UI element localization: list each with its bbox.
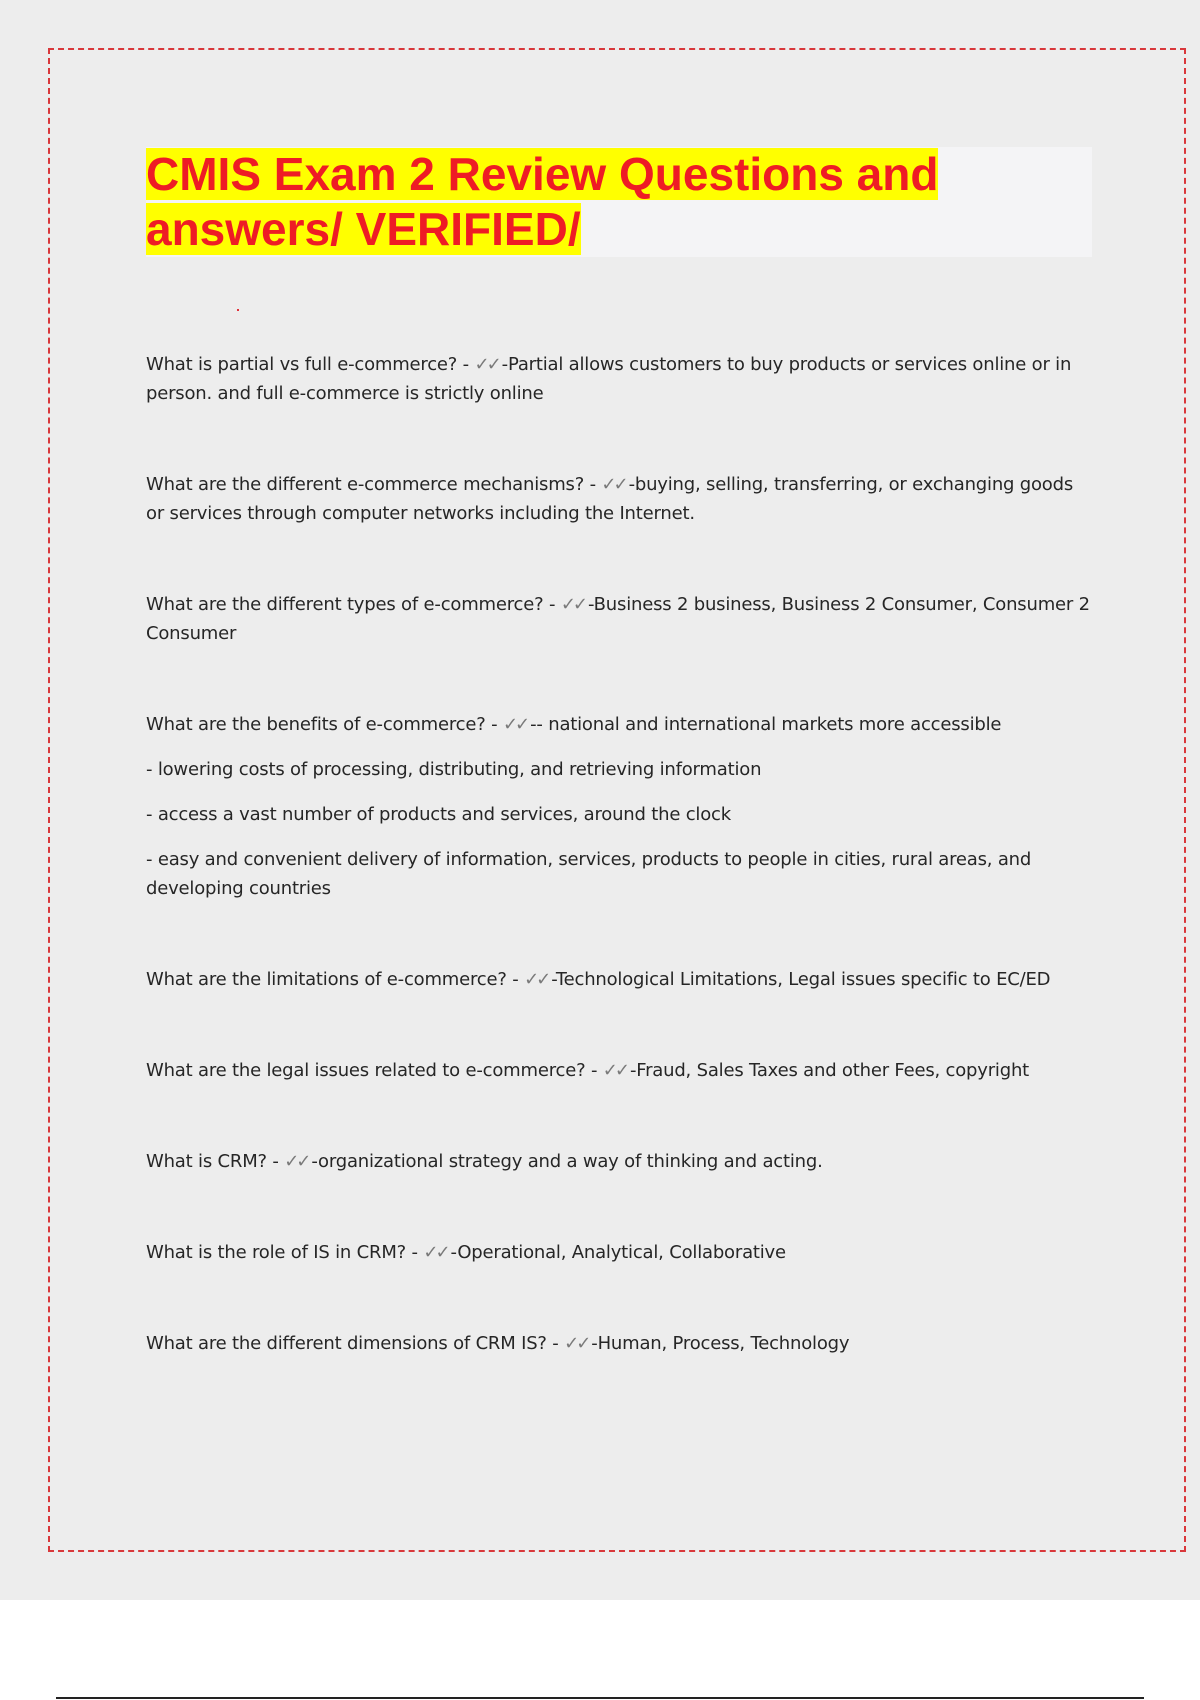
answer-text: -Human, Process, Technology <box>591 1333 850 1354</box>
answer-text: -organizational strategy and a way of thinking and acting. <box>311 1151 823 1172</box>
answer-text: -Operational, Analytical, Collaborative <box>450 1242 786 1263</box>
answer-text: -buying, selling, transferring, or exchanging goods or services through computer networks including the Internet. <box>146 474 1074 524</box>
answer-text: -Technological Limitations, Legal issues specific to EC/ED <box>551 969 1051 990</box>
question-text: What are the limitations of e-commerce? - <box>146 969 525 990</box>
document-title <box>146 147 1092 257</box>
qa-question-line <box>146 350 1096 408</box>
qa-question-line <box>146 1147 1096 1176</box>
double-check-icon: ✓✓ <box>602 1060 627 1081</box>
qa-question-line <box>146 965 1096 994</box>
qa-question-line <box>146 1238 1096 1267</box>
double-check-icon: ✓✓ <box>560 594 585 615</box>
question-text: What are the different e-commerce mechanisms? - <box>146 474 602 495</box>
question-text: What are the different dimensions of CRM IS? - <box>146 1333 565 1354</box>
question-text: What is CRM? - <box>146 1151 285 1172</box>
title-line-2: answers/ VERIFIED/ <box>146 203 581 255</box>
qa-question-line <box>146 1056 1096 1085</box>
title-block <box>146 147 1092 257</box>
qa-question-line <box>146 1329 1096 1358</box>
qa-item <box>146 710 1096 903</box>
double-check-icon: ✓✓ <box>564 1333 589 1354</box>
qa-item <box>146 1147 1096 1176</box>
qa-answer-line <box>146 800 1096 829</box>
question-text: What is the role of IS in CRM? - <box>146 1242 424 1263</box>
question-text: What are the benefits of e-commerce? - <box>146 714 503 735</box>
double-check-icon: ✓✓ <box>502 714 528 735</box>
qa-item <box>146 1238 1096 1267</box>
answer-text: -- national and international markets more accessible <box>530 714 1002 735</box>
double-check-icon: ✓✓ <box>474 354 499 375</box>
qa-answer-line <box>146 755 1096 784</box>
question-text: What are the different types of e-commerce? - <box>146 594 561 615</box>
qa-item <box>146 965 1096 994</box>
answer-text: -Partial allows customers to buy products or services online or in person. and full e-commerce is strictly online <box>146 354 1072 404</box>
qa-item <box>146 1056 1096 1085</box>
double-check-icon: ✓✓ <box>601 474 626 495</box>
qa-answer-line <box>146 845 1096 903</box>
question-text: What are the legal issues related to e-commerce? - <box>146 1060 603 1081</box>
double-check-icon: ✓✓ <box>524 969 549 990</box>
qa-question-line <box>146 470 1096 528</box>
answer-text: - lowering costs of processing, distributing, and retrieving information <box>146 759 762 780</box>
qa-item <box>146 590 1096 648</box>
stray-red-dot <box>237 309 239 311</box>
qa-item <box>146 470 1096 528</box>
answer-text: - easy and convenient delivery of information, services, products to people in cities, rural areas, and developing countries <box>146 849 1032 899</box>
qa-item <box>146 350 1096 408</box>
qa-question-line <box>146 710 1096 739</box>
title-line-1: CMIS Exam 2 Review Questions and <box>146 148 939 200</box>
answer-text: -Fraud, Sales Taxes and other Fees, copyright <box>629 1060 1030 1081</box>
footer-divider <box>56 1697 1144 1699</box>
qa-list <box>146 350 1096 1420</box>
question-text: What is partial vs full e-commerce? - <box>146 354 475 375</box>
qa-item <box>146 1329 1096 1358</box>
answer-text: - access a vast number of products and services, around the clock <box>146 804 731 825</box>
double-check-icon: ✓✓ <box>284 1151 309 1172</box>
double-check-icon: ✓✓ <box>423 1242 448 1263</box>
answer-text: -Business 2 business, Business 2 Consumer, Consumer 2 Consumer <box>146 594 1090 644</box>
qa-question-line <box>146 590 1096 648</box>
